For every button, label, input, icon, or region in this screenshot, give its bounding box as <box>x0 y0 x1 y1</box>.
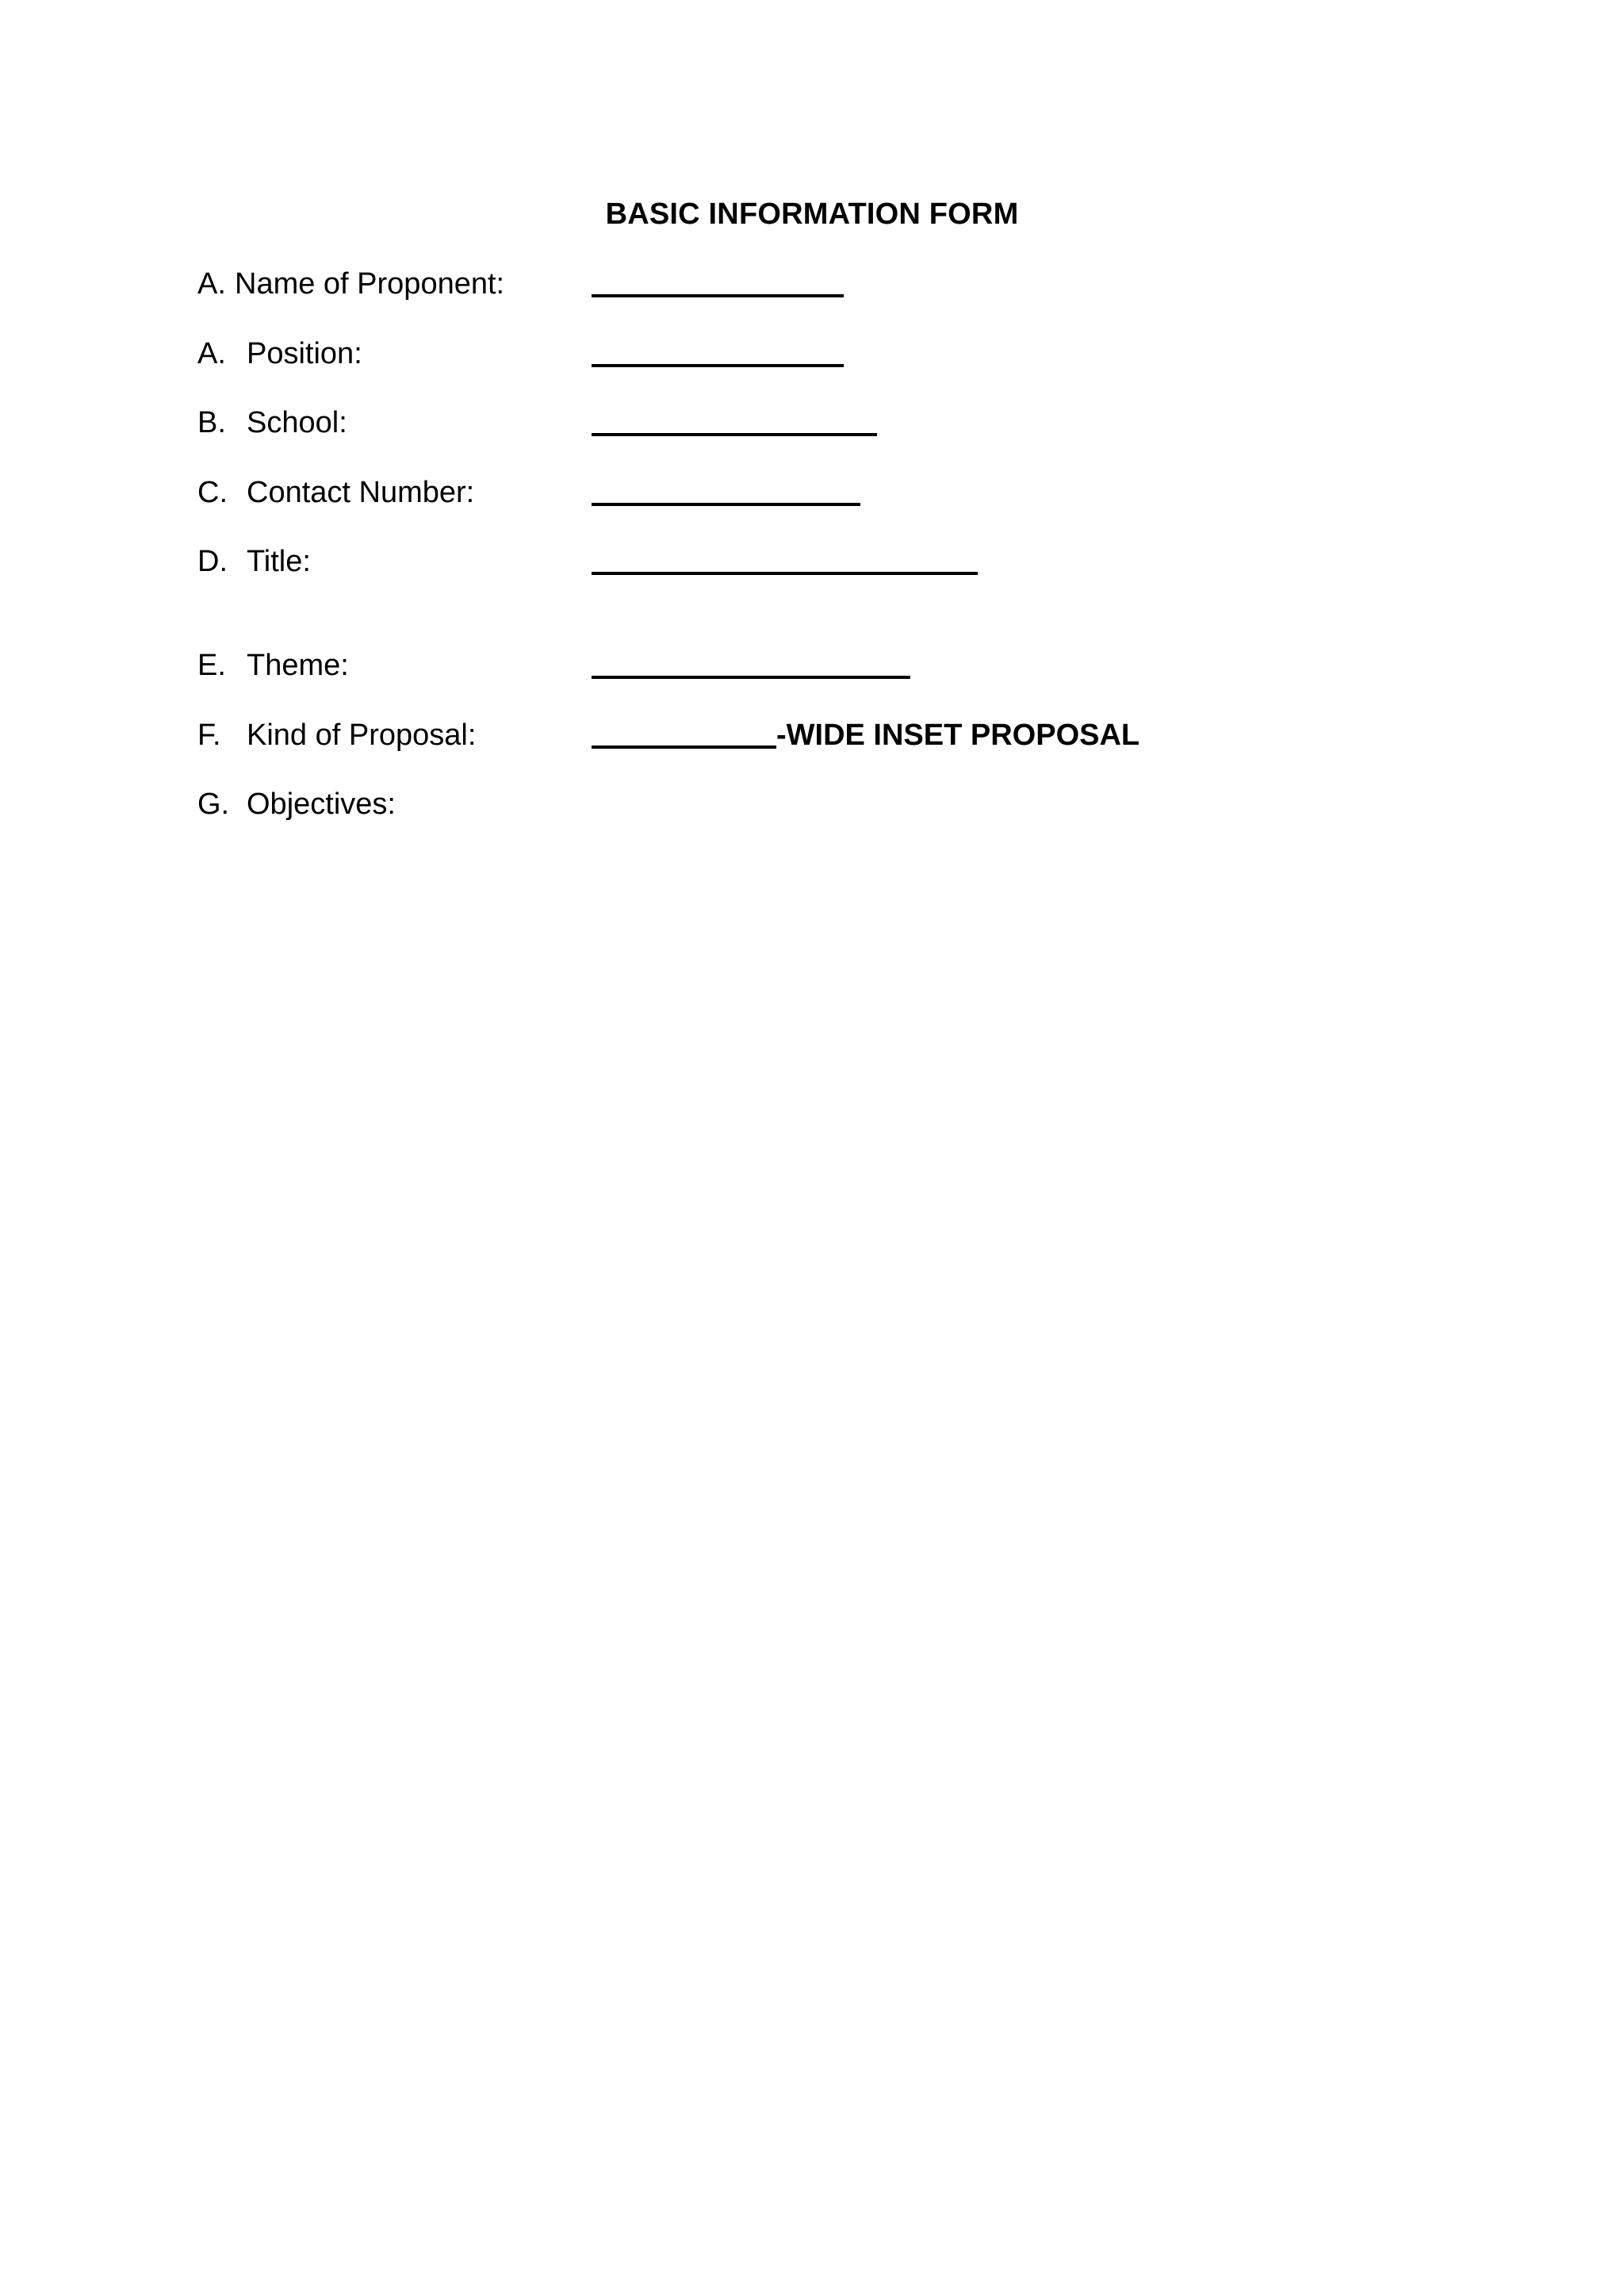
blank-line[interactable] <box>592 503 860 506</box>
proposal-suffix: -WIDE INSET PROPOSAL <box>776 719 1140 752</box>
field-letter: B. <box>197 406 226 439</box>
blank-line[interactable] <box>592 676 910 679</box>
field-contact-number <box>0 469 1624 516</box>
field-letter: A. <box>197 267 226 301</box>
field-name-of-proponent <box>0 260 1624 308</box>
field-label: Theme: <box>247 649 349 682</box>
field-label: Objectives: <box>247 788 396 821</box>
form-title: BASIC INFORMATION FORM <box>605 197 1019 231</box>
field-label: Name of Proponent: <box>235 267 505 301</box>
field-label: Position: <box>247 337 362 370</box>
field-letter: A. <box>197 337 226 370</box>
field-label: Contact Number: <box>247 476 475 509</box>
field-letter: E. <box>197 649 226 682</box>
field-letter: G. <box>197 788 230 821</box>
field-letter: C. <box>197 476 228 509</box>
field-label: School: <box>247 406 347 439</box>
blank-line[interactable] <box>592 746 776 749</box>
field-label: Kind of Proposal: <box>247 719 477 752</box>
blank-line[interactable] <box>592 364 844 367</box>
field-school <box>0 399 1624 447</box>
blank-line[interactable] <box>592 572 978 575</box>
field-theme <box>0 642 1624 689</box>
blank-line[interactable] <box>592 294 844 297</box>
field-letter: D. <box>197 545 228 578</box>
field-position <box>0 330 1624 378</box>
field-objectives <box>0 780 1624 828</box>
field-label: Title: <box>247 545 311 578</box>
field-title <box>0 538 1624 585</box>
field-letter: F. <box>197 719 221 752</box>
field-kind-of-proposal <box>0 711 1624 759</box>
blank-line[interactable] <box>592 433 877 436</box>
